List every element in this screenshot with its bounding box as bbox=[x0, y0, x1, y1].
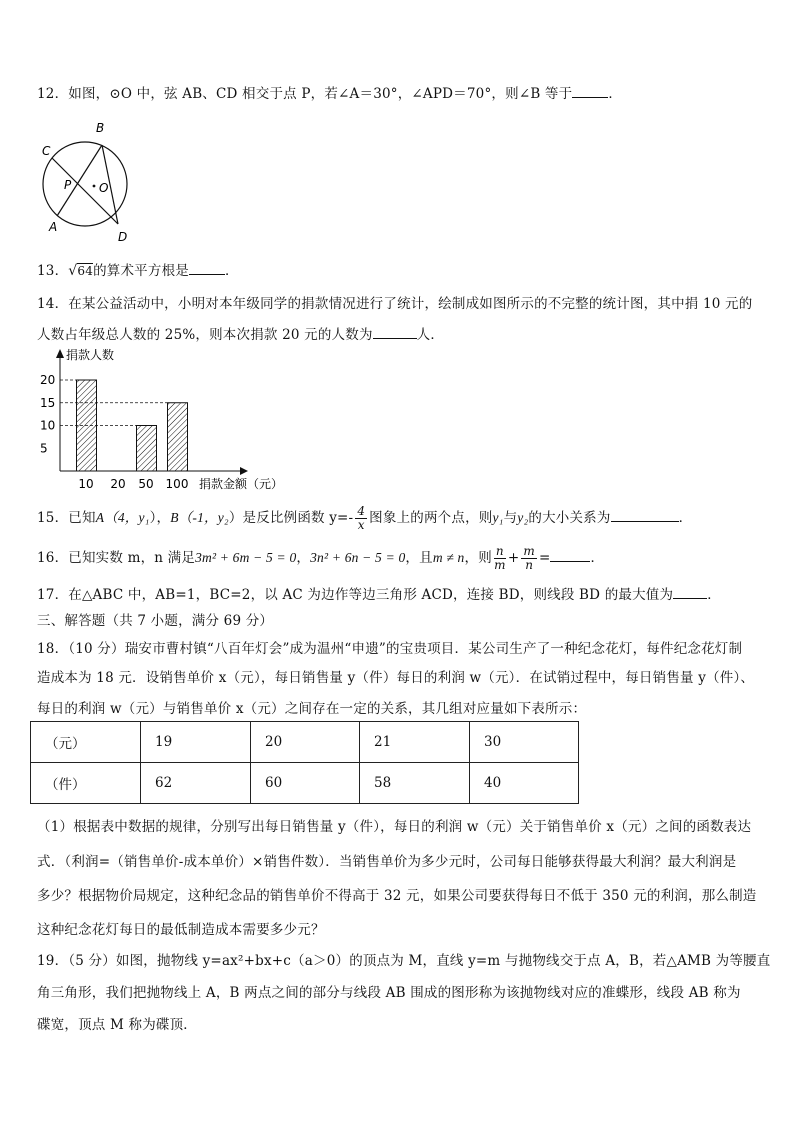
answer-blank bbox=[572, 97, 608, 98]
x-tick-label: 10 bbox=[78, 477, 94, 491]
table-cell: （件） bbox=[31, 763, 141, 804]
sqrt-symbol: √ bbox=[68, 263, 78, 279]
fraction-n-over-m: $\frac{n}{m}$ bbox=[494, 544, 506, 572]
q17-text: 17．在△ABC 中，AB=1，BC=2，以 AC 为边作等边三角形 ACD，连接 BD，则线段 BD 的最大值为 ． bbox=[37, 587, 721, 603]
x-tick-label: 20 bbox=[110, 477, 126, 491]
label-p: P bbox=[64, 178, 72, 192]
answer-blank bbox=[673, 598, 707, 599]
table-cell: 20 bbox=[251, 722, 360, 763]
table-cell: 60 bbox=[251, 763, 360, 804]
fraction-m-over-n: $\frac{m}{n}$ bbox=[523, 544, 535, 572]
label-d: D bbox=[118, 230, 128, 244]
q19-line2: 角三角形，我们把抛物线上 A，B 两点之间的部分与线段 AB 围成的图形称为该抛物线对应的准蝶形，线段 AB 称为 bbox=[37, 985, 741, 1001]
q18-line3: 每日的利润 w（元）与销售单价 x（元）之间存在一定的关系，其几组对应量如下表所示： bbox=[37, 701, 587, 717]
q16-text: 16．已知实数 m，n 满足3m² + 6m − 5 = 0，3n² + 6n − 5 = 0，且m ≠ n，则 $\frac{n}{m}$ + $\frac{m}{n}$ = ． bbox=[37, 544, 605, 572]
table-cell: 19 bbox=[141, 722, 251, 763]
circle-figure bbox=[38, 118, 138, 244]
answer-blank bbox=[373, 338, 417, 339]
q15-text: 15．已知A（4，y₁），B（-1，y₂）是反比例函数 y=- $\frac{4}{x}$ 图象上的两个点，则y₁与y₂的大小关系为 ． bbox=[37, 504, 693, 532]
answer-blank bbox=[611, 521, 679, 522]
table-cell: 30 bbox=[470, 722, 579, 763]
label-c: C bbox=[42, 144, 51, 158]
answer-blank bbox=[550, 561, 590, 562]
q19-line3: 碟宽，顶点 M 称为碟顶． bbox=[37, 1017, 198, 1033]
table-cell: 40 bbox=[470, 763, 579, 804]
y-axis-label: 捐款人数 bbox=[66, 348, 115, 362]
q14-line1: 14．在某公益活动中，小明对本年级同学的捐款情况进行了统计，绘制成如图所示的不完整的统计图，其中捐 10 元的 bbox=[37, 296, 753, 312]
bar bbox=[137, 426, 157, 472]
label-o: O bbox=[99, 181, 109, 195]
q18-line1: 18．（10 分）瑞安市曹村镇“八百年灯会”成为温州“申遗”的宝贵项目．某公司生产了一种纪念花灯，每件纪念花灯制 bbox=[37, 641, 743, 657]
table-cell: （元） bbox=[31, 722, 141, 763]
q18-part1-line4: 这种纪念花灯每日的最低制造成本需要多少元？ bbox=[37, 922, 325, 938]
y-axis-arrow bbox=[56, 349, 64, 358]
y-tick-label: 5 bbox=[40, 441, 48, 456]
x-axis-arrow bbox=[240, 467, 248, 475]
label-b: B bbox=[96, 121, 105, 135]
x-tick-label: 50 bbox=[138, 477, 154, 491]
q18-line2: 造成本为 18 元．设销售单价 x（元），每日销售量 y（件）每日的利润 w（元）．在试销过程中，每日销售量 y（件）、 bbox=[37, 670, 755, 686]
q18-part1-line3: 多少？根据物价局规定，这种纪念品的销售单价不得高于 32 元，如果公司要获得每日不低于 350 元的利润，那么制造 bbox=[37, 888, 757, 904]
q14-line2: 人数占年级总人数的 25%，则本次捐款 20 元的人数为 人． bbox=[37, 327, 445, 343]
q18-part1-line1: （1）根据表中数据的规律，分别写出每日销售量 y（件），每日的利润 w（元）关于销售单价 x（元）之间的函数表达 bbox=[37, 819, 752, 835]
table-row bbox=[31, 722, 579, 763]
fraction-4-over-x: $\frac{4}{x}$ bbox=[357, 504, 366, 532]
q12-text: 12．如图，⊙O 中，弦 AB、CD 相交于点 P，若∠A＝30°，∠APD＝70°，则∠B 等于 ． bbox=[37, 86, 623, 102]
section-heading: 三、解答题（共 7 小题，满分 69 分） bbox=[37, 613, 274, 629]
x-tick-label: 100 bbox=[165, 477, 189, 491]
circle-o bbox=[43, 142, 127, 226]
bar bbox=[168, 403, 188, 471]
table-cell: 58 bbox=[360, 763, 470, 804]
answer-blank bbox=[189, 274, 225, 275]
y-tick-label: 15 bbox=[40, 395, 56, 410]
x-axis-label: 捐款金额（元） bbox=[199, 477, 284, 491]
table-cell: 21 bbox=[360, 722, 470, 763]
q19-line1: 19．（5 分）如图，抛物线 y=ax²+bx+c（a＞0）的顶点为 M，直线 y=m 与抛物线交于点 A，B，若△AMB 为等腰直 bbox=[37, 953, 771, 969]
radicand: 64 bbox=[77, 264, 94, 278]
center-dot bbox=[93, 185, 96, 188]
q13-text: 13．√64的算术平方根是 ． bbox=[37, 263, 239, 279]
bar-chart bbox=[30, 344, 284, 496]
data-table bbox=[30, 721, 579, 804]
q18-part1-line2: 式．（利润=（销售单价-成本单价）×销售件数）．当销售单价为多少元时，公司每日能够获得最大利润？最大利润是 bbox=[37, 854, 737, 870]
label-a: A bbox=[49, 220, 58, 234]
table-row bbox=[31, 763, 579, 804]
y-tick-label: 10 bbox=[40, 418, 56, 433]
table-cell: 62 bbox=[141, 763, 251, 804]
y-tick-label: 20 bbox=[40, 373, 56, 387]
